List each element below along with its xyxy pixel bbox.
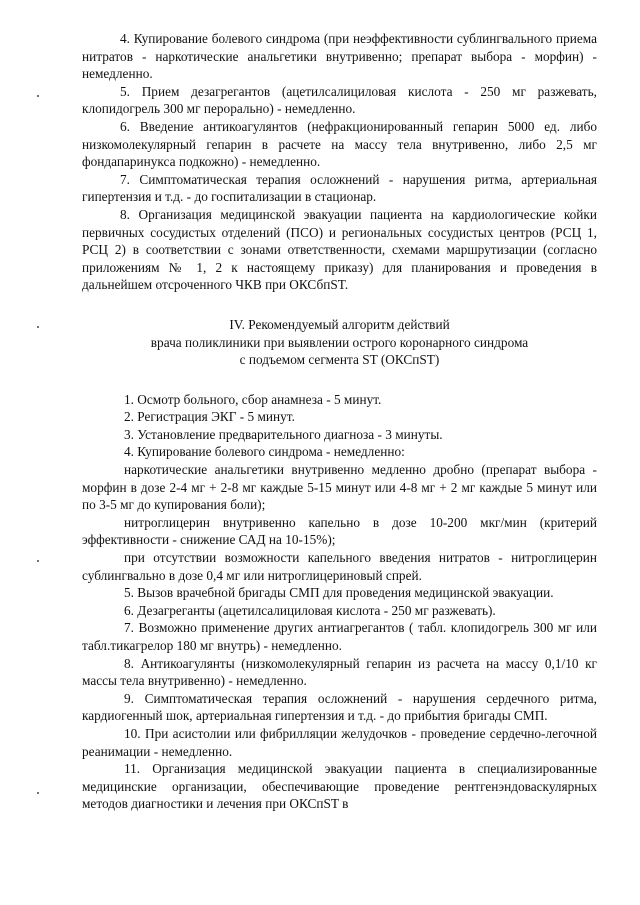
paragraph: 6. Введение антикоагулянтов (нефракционированный гепарин 5000 ед. либо низкомолекулярный гепарин в расчете на массу тела внутривенно, либо 2,5 мг фондапаринукса подкожно) - немедленно. [82, 118, 597, 170]
paragraph: 5. Вызов врачебной бригады СМП для проведения медицинской эвакуации. [124, 585, 554, 601]
paragraph: 9. Симптоматическая терапия осложнений - нарушения сердечного ритма, кардиогенный шок, артериальная гипертензия и т.д. - до прибытия бригады СМП. [82, 690, 597, 724]
document-page [82, 30, 597, 813]
list-item: 3. Установление предварительного диагноза - 3 минуты. [124, 426, 443, 442]
scan-dot [37, 326, 39, 328]
list-item: 1. Осмотр больного, сбор анамнеза - 5 минут. [124, 391, 382, 407]
paragraph: 8. Антикоагулянты (низкомолекулярный гепарин из расчета на массу 0,1/10 кг массы тела внутривенно) - немедленно. [82, 655, 597, 689]
list-item: 4. Купирование болевого синдрома - немедленно: [124, 444, 405, 460]
scan-dot [37, 560, 39, 562]
section-heading: с подъемом сегмента ST (ОКСпST) [239, 352, 440, 368]
scan-dot [37, 95, 39, 97]
paragraph: 6. Дезагреганты (ацетилсалициловая кислота - 250 мг разжевать). [124, 602, 496, 618]
list-item: 2. Регистрация ЭКГ - 5 минут. [124, 409, 295, 425]
paragraph: 4. Купирование болевого синдрома (при неэффективности сублингвального приема нитратов - наркотические анальгетики внутривенно; препарат выбора - морфин) - немедленно. [82, 31, 597, 82]
paragraph: 11. Организация медицинской эвакуации пациента в специализированные медицинские организации, обеспечивающие проведение рентгенэндоваскулярных методов диагностики и лечения при ОКСпST в [82, 761, 597, 812]
paragraph: 7. Возможно применение других антиагрегантов ( табл. клопидогрель 300 мг или табл.тикагрелор 180 мг внутрь) - немедленно. [82, 620, 597, 653]
scan-dot [37, 792, 39, 794]
section-heading: врача поликлиники при выявлении острого коронарного синдрома [150, 334, 529, 350]
paragraph: 5. Прием дезагрегантов (ацетилсалициловая кислота - 250 мг разжевать, клопидогрель 300 мг перорально) - немедленно. [82, 83, 597, 117]
paragraph: наркотические анальгетики внутривенно медленно дробно (препарат выбора - морфин в дозе 2-4 мг + 2-8 мг каждые 5-15 минут или 4-8 мг + 2 мг каждые 5 минут или по 3-5 мг до купирования боли); [82, 462, 597, 513]
section-heading: IV. Рекомендуемый алгоритм действий [229, 316, 450, 332]
paragraph: 8. Организация медицинской эвакуации пациента на кардиологические койки первичных сосудистых отделений (ПСО) и региональных сосудистых центров (РСЦ 1, РСЦ 2) в соответствии с зонами ответственности, схемами маршрутизации (согласно приложениям № 1, 2 к настоящему приказу) для планирования и проведения в дальнейшем отсроченного ЧКВ при ОКСбпST. [82, 206, 597, 293]
paragraph: 10. При асистолии или фибрилляции желудочков - проведение сердечно-легочной реанимации - немедленно. [82, 725, 597, 759]
paragraph: 7. Симптоматическая терапия осложнений - нарушения ритма, артериальная гипертензия и т.д. - до госпитализации в стационар. [82, 171, 597, 205]
paragraph: при отсутствии возможности капельного введения нитратов - нитроглицерин сублингвально в дозе 0,4 мг или нитроглицериновый спрей. [82, 550, 597, 583]
paragraph: нитроглицерин внутривенно капельно в дозе 10-200 мкг/мин (критерий эффективности - снижение САД на 10-15%); [82, 514, 597, 548]
